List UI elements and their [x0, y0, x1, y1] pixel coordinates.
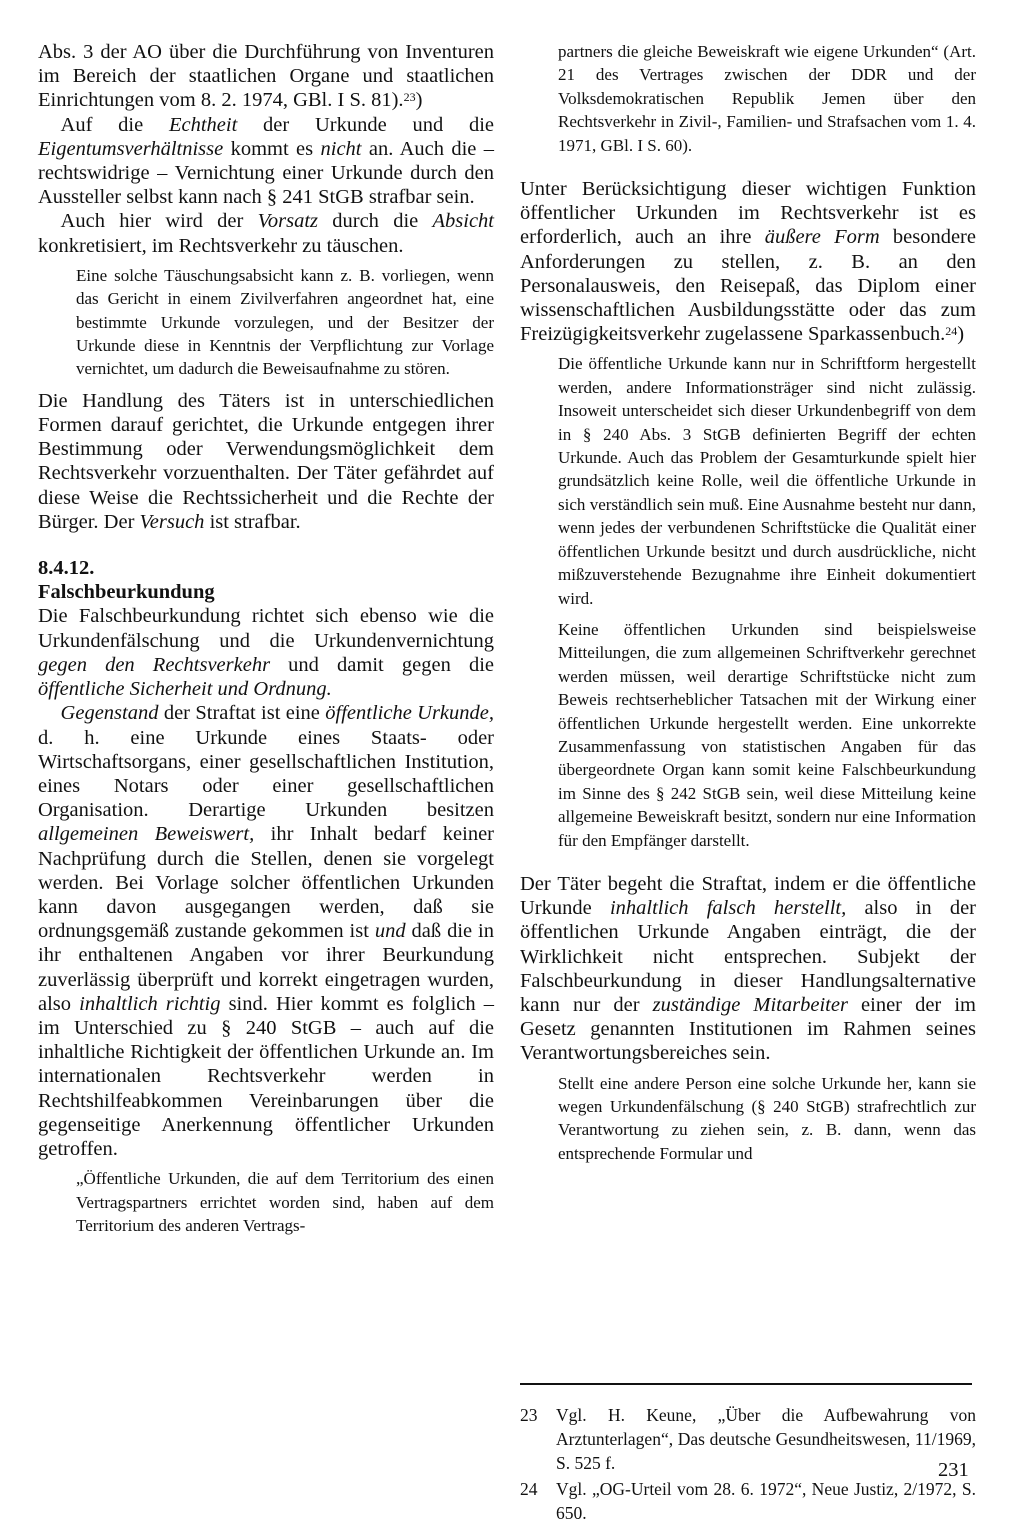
section-number: 8.4.12.: [38, 557, 95, 580]
right-column: [520, 40, 976, 1173]
paragraph-echtheit: Auf die Echtheit der Urkunde und die Eigentumsverhältnisse kommt es nicht an. Auch die – rechtswidrige – Vernichtung einer Urkunde durch den Aussteller selbst kann nach § 241 StGB strafbar sein.: [38, 113, 494, 209]
footnote-text: Vgl. H. Keune, „Über die Aufbewahrung von Arztunterlagen“, Das deutsche Gesundheitswesen, 11/1969, S. 525 f.: [556, 1405, 976, 1473]
quote-vertrag: „Öffentliche Urkunden, die auf dem Territorium des einen Vertragspartners errichtet worden sind, haben auf dem Territorium des anderen Vertrags-: [76, 1169, 494, 1235]
paragraph-vorsatz: Auch hier wird der Vorsatz durch die Absicht konkretisiert, im Rechtsverkehr zu täuschen.: [38, 210, 494, 257]
footnote-divider: [520, 1383, 972, 1385]
section-title: Falschbeurkundung: [38, 581, 215, 604]
footnote-23: [520, 1404, 976, 1475]
paragraph-falschbeurkundung: Die Falschbeurkundung richtet sich ebenso wie die Urkundenfälschung und die Urkundenvernichtung gegen den Rechtsverkehr und damit gegen die öffentliche Sicherheit und Ordnung.: [38, 605, 494, 701]
emphasis: inhaltlich richtig: [79, 992, 221, 1015]
footnote-number: 24: [520, 1479, 538, 1499]
example-taeuschungsabsicht: Eine solche Täuschungsabsicht kann z. B. vorliegen, wenn das Gericht in einem Zivilverfahren angeordnet hat, eine bestimmte Urkunde vorzulegen, und der Besitzer der Urkunde diese in Kenntnis der Verpflichtung zur Vorlage vernichtet, um dadurch die Beweisaufnahme zu stören.: [76, 265, 494, 379]
emphasis: Vorsatz: [257, 210, 318, 233]
explanation-andere-person: Stellt eine andere Person eine solche Urkunde her, kann sie wegen Urkundenfälschung (§ 240 StGB) strafrechtlich zur Verantwortung zu ziehen sein, z. B. dann, wenn das entsprechende Formular und: [558, 1073, 976, 1163]
paragraph-aeussere-form: Unter Berücksichtigung dieser wichtigen Funktion öffentlicher Urkunden im Rechtsverkehr ist es erforderlich, auch an ihre äußere Form besondere Anforderungen zu stellen, z. B. an den Personalausweis, den Reisepaß, das Diplom einer wissenschaftlichen Ausbildungsstätte oder das zum Freizügigkeitsverkehr zugelassene Sparkassenbuch.$^{24}$): [520, 178, 976, 346]
emphasis: öffentliche Urkunde,: [325, 702, 494, 725]
emphasis: Versuch: [139, 510, 205, 533]
emphasis: öffentliche Sicherheit und Ordnung.: [38, 678, 332, 701]
emphasis: Gegenstand: [60, 702, 159, 725]
paragraph-gegenstand: Gegenstand der Straftat ist eine öffentliche Urkunde, d. h. eine Urkunde eines Staats- oder Wirtschaftsorgans, einer gesellschaftlichen Institution, eines Notars oder einer gesellschaftlichen Organisation. Derartige Urkunden besitzen allgemeinen Beweiswert, ihr Inhalt bedarf keiner Nachprüfung durch die Stellen, denen sie vorgelegt werden. Bei Vorlage solcher öffentlichen Urkunden kann davon ausgegangen werden, daß sie ordnungsgemäß zustande gekommen ist und daß die in ihr enthaltenen Angaben vor ihrer Beurkundung zuverlässig überprüft und korrekt eingetragen wurden, also inhaltlich richtig sind. Hier kommt es folglich – im Unterschied zu § 240 StGB – auch auf die inhaltliche Richtigkeit der öffentlichen Urkunde an. Im internationalen Rechtsverkehr werden in Rechtshilfeabkommen Vereinbarungen über die gegenseitige Anerkennung öffentlicher Urkunden getroffen.: [38, 702, 494, 1160]
emphasis: zuständige Mitarbeiter: [652, 994, 848, 1016]
paragraph-handlung: Die Handlung des Täters ist in unterschiedlichen Formen darauf gerichtet, die Urkunde entgegen ihrer Bestimmung oder Verwendungsmöglichkeit dem Rechtsverkehr vorzuenthalten. Der Täter gefährdet auf diese Weise die Rechtssicherheit und die Rechte der Bürger. Der Versuch ist strafbar.: [38, 389, 494, 533]
footnote-ref-23[interactable]: 23: [403, 90, 416, 105]
footnote-number: 23: [520, 1405, 538, 1425]
footnote-24: [520, 1478, 976, 1526]
paragraph-taeter: Der Täter begeht die Straftat, indem er die öffentliche Urkunde inhaltlich falsch herstellt, also in der öffentlichen Urkunde Angaben einträgt, die der Wirklichkeit nicht entsprechen. Subjekt der Falschbeurkundung in dieser Handlungsalternative kann nur der zuständige Mitarbeiter einer der im Gesetz genannten Institutionen im Rahmen seines Verantwortungsbereiches sein.: [520, 872, 977, 1065]
emphasis: Eigentumsverhältnisse: [38, 137, 224, 160]
emphasis: und: [374, 920, 406, 943]
emphasis: inhaltlich falsch herstellt,: [609, 897, 847, 920]
page-number: 231: [938, 1459, 969, 1481]
emphasis: allgemeinen Beweiswert,: [38, 823, 255, 846]
explanation-schriftform: Die öffentliche Urkunde kann nur in Schriftform hergestellt werden, andere Informationsträger sind nicht zulässig. Insoweit unterscheidet sich dieser Urkundenbegriff von dem in § 240 Abs. 3 StGB definierten Begriff der echten Urkunde. Auch das Problem der Gesamturkunde spielt hier grundsätzlich keine Rolle, weil die öffentliche Urkunde in sich verständlich sein muß. Eine Ausnahme besteht nur dann, wenn jedes der verbundenen Schriftstücke die Qualität einer öffentlichen Urkunde besitzt und durch ausdrückliche, nicht mißzuverstehende Bezugnahme ihre Einheit dokumentiert wird.: [558, 354, 976, 608]
quote-vertrag-continued: partners die gleiche Beweiskraft wie eigene Urkunden“ (Art. 21 des Vertrages zwischen der DDR und der Volksdemokratischen Republik Jemen über den Rechtsverkehr in Zivil-, Familien- und Strafsachen vom 1. 4. 1971, GBl. I S. 60).: [558, 42, 976, 155]
footnote-ref-24[interactable]: 24: [945, 324, 958, 339]
emphasis: Echtheit: [168, 113, 238, 136]
emphasis: Absicht: [432, 210, 494, 233]
emphasis: gegen den Rechtsverkehr: [38, 653, 271, 676]
explanation-mitteilungen: Keine öffentlichen Urkunden sind beispielsweise Mitteilungen, die zum allgemeinen Schriftverkehr gerechnet werden müssen, weil derartige Schriftstücke nicht zum Beweis rechtserheblicher Tatsachen mit der Wirkung einer öffentlichen Urkunde hergestellt werden. Eine unkorrekte Zusammenfassung von statistischen Angaben für das übergeordnete Organ kann somit keine Falschbeurkundung im Sinne des § 242 StGB sein, weil diese Mitteilung keine allgemeine Beweiskraft besitzt, sondern nur eine Information für den Empfänger darstellt.: [558, 619, 976, 850]
paragraph-inventuren: Abs. 3 der AO über die Durchführung von Inventuren im Bereich der staatlichen Organe und staatlichen Einrichtungen vom 8. 2. 1974, GBl. I S. 81).$^{23}$): [38, 41, 494, 112]
left-column: [38, 40, 494, 1245]
emphasis: äußere Form: [764, 226, 880, 249]
footnote-text: Vgl. „OG-Urteil vom 28. 6. 1972“, Neue Justiz, 2/1972, S. 650.: [556, 1479, 976, 1523]
emphasis: nicht: [320, 137, 362, 160]
